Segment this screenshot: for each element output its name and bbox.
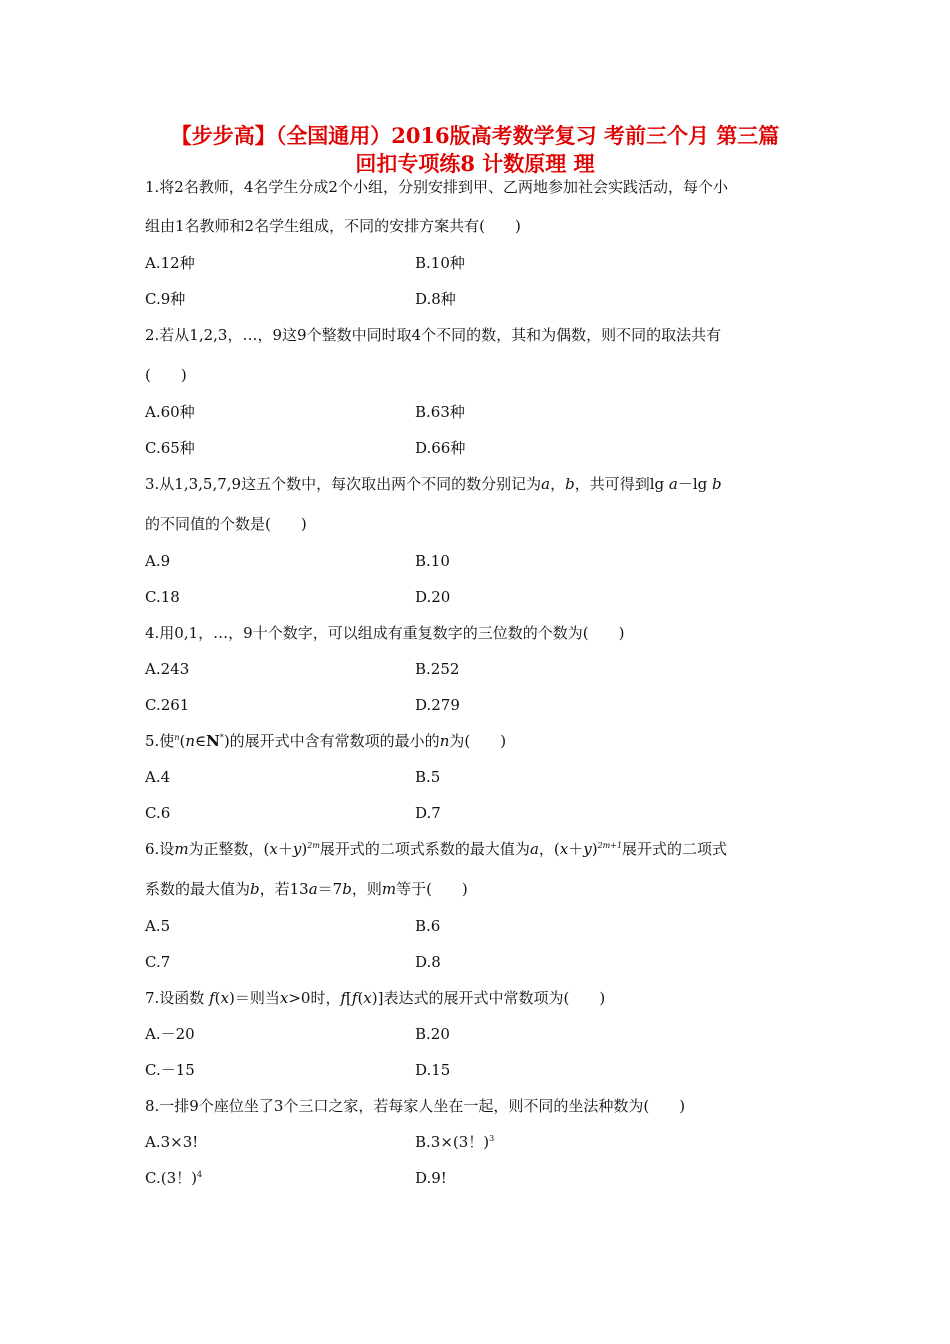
q3-text-mid: ，共可得到lg (574, 475, 669, 493)
question-3-option-c: C.18 (145, 588, 180, 606)
q3-comma: ， (550, 475, 566, 493)
document-title-line-1: 【步步高】（全国通用）2016版高考数学复习 考前三个月 第三篇 (170, 123, 780, 148)
q7-f2: f (340, 989, 347, 1007)
question-2-option-a: A.60种 (145, 403, 195, 421)
question-8-option-c (145, 1168, 202, 1188)
question-6-option-d: D.8 (415, 953, 441, 971)
q6-l2-mid: ，若13 (259, 880, 309, 898)
q6-l2-eq: ＝7 (317, 880, 343, 898)
q6-text: 6.设 (145, 840, 175, 858)
q5-text-post: 为( ) (449, 732, 507, 750)
q3-var-b2: b (711, 475, 722, 493)
q7-p3: ( (357, 989, 364, 1007)
q3-var-a2: a (668, 475, 678, 493)
q5-var-n2: n (439, 732, 450, 750)
question-1-option-a: A.12种 (145, 254, 195, 272)
question-1-option-b: B.10种 (415, 254, 465, 272)
question-6-line-1 (145, 839, 727, 859)
q6-y1: y (292, 840, 302, 858)
question-5-line-1 (145, 731, 506, 751)
q6-x2: x (559, 840, 569, 858)
question-5-option-d: D.7 (415, 804, 441, 822)
question-7-option-d: D.15 (415, 1061, 451, 1079)
q6-x1: x (269, 840, 278, 858)
q6-var-m: m (174, 840, 189, 858)
q7-b1: [ (346, 989, 352, 1007)
q5-in: ∈ (195, 732, 207, 750)
question-6-option-b: B.6 (415, 917, 441, 935)
question-3-option-b: B.10 (415, 552, 450, 570)
q6-exp1: 2m (307, 841, 320, 850)
q6-var-b2: b (342, 880, 352, 898)
q6-plus2: ＋ (568, 840, 584, 858)
question-4-option-a: A.243 (145, 660, 190, 678)
q6-var-b: b (250, 880, 260, 898)
question-1-line-1: 1.将2名教师，4名学生分成2个小组，分别安排到甲、乙两地参加社会实践活动，每个小 (145, 178, 728, 196)
question-1-option-d: D.8种 (415, 290, 456, 308)
q6-t4: 展开式的二项式 (622, 840, 728, 858)
q6-t2: 展开式的二项式系数的最大值为 (319, 840, 530, 858)
question-4-option-d: D.279 (415, 696, 460, 714)
q7-text: 7.设函数 (145, 989, 210, 1007)
question-6-option-c: C.7 (145, 953, 171, 971)
q7-t1: ＝则当 (234, 989, 280, 1007)
q6-t1: 为正整数，( (188, 840, 270, 858)
q5-sup-n: n (174, 733, 180, 742)
question-5-option-c: C.6 (145, 804, 171, 822)
q6-var-m2: m (381, 880, 397, 898)
question-4-option-b: B.252 (415, 660, 460, 678)
question-3-option-a: A.9 (145, 552, 171, 570)
q7-x2: x (279, 989, 289, 1007)
question-8-option-d: D.9! (415, 1169, 447, 1187)
q5-set-n: N (206, 732, 220, 750)
q7-f3: f (351, 989, 358, 1007)
question-6-line-2 (145, 879, 468, 899)
question-3-line-2: 的不同值的个数是( ) (145, 515, 307, 533)
q6-l2-pre: 系数的最大值为 (145, 880, 251, 898)
question-3-option-d: D.20 (415, 588, 451, 606)
q6-p1: ) (301, 840, 308, 858)
question-2-line-1: 2.若从1,2,3，…，9这9个整数中同时取4个不同的数，其和为偶数，则不同的取法共有 (145, 326, 722, 344)
document-title-line-2: 回扣专项练8 计数原理 理 (355, 151, 595, 176)
q3-var-b: b (565, 475, 575, 493)
q5-var-n: n (185, 732, 195, 750)
q6-plus1: ＋ (277, 840, 293, 858)
q5-paren: ( (179, 732, 186, 750)
question-8-line-1: 8.一排9个座位坐了3个三口之家，若每家人坐在一起，则不同的坐法种数为( ) (145, 1097, 686, 1115)
q8-b-base: B.3×(3！) (415, 1133, 490, 1151)
q6-exp2: 2m+1 (597, 841, 623, 850)
q6-y2: y (583, 840, 592, 858)
q3-var-a: a (541, 475, 551, 493)
question-8-option-a: A.3×3! (145, 1133, 199, 1151)
q8-b-exp: 3 (489, 1134, 495, 1143)
question-2-option-c: C.65种 (145, 439, 195, 457)
question-2-option-d: D.66种 (415, 439, 466, 457)
question-7-option-c: C.－15 (145, 1061, 195, 1079)
question-6-option-a: A.5 (145, 917, 171, 935)
q7-x1: x (220, 989, 229, 1007)
q3-minus: －lg (677, 475, 712, 493)
question-7-line-1 (145, 988, 605, 1008)
question-7-option-b: B.20 (415, 1025, 450, 1043)
q8-c-exp: 4 (196, 1170, 203, 1179)
q6-t3: ，( (538, 840, 560, 858)
question-2-line-2: ( ) (145, 366, 187, 384)
q7-x3: x (363, 989, 372, 1007)
q3-text: 3.从1,3,5,7,9这五个数中，每次取出两个不同的数分别记为 (145, 475, 542, 493)
q7-t2: >0时， (288, 989, 341, 1007)
question-5-option-b: B.5 (415, 768, 441, 786)
question-1-line-2: 组由1名教师和2名学生组成，不同的安排方案共有( ) (145, 217, 521, 235)
question-3-line-1 (145, 474, 722, 494)
question-2-option-b: B.63种 (415, 403, 465, 421)
question-8-option-b (415, 1132, 494, 1152)
q6-p2: ) (591, 840, 598, 858)
question-5-option-a: A.4 (145, 768, 171, 786)
q6-l2-post: 等于( ) (396, 880, 468, 898)
q7-p2: ) (228, 989, 235, 1007)
question-7-option-a: A.－20 (145, 1025, 195, 1043)
question-4-line-1: 4.用0,1，…，9十个数字，可以组成有重复数字的三位数的个数为( ) (145, 624, 625, 642)
q5-star: * (219, 733, 224, 742)
q6-var-a2: a (308, 880, 318, 898)
question-4-option-c: C.261 (145, 696, 190, 714)
q8-c-base: C.(3！) (145, 1169, 197, 1187)
question-1-option-c: C.9种 (145, 290, 186, 308)
q7-p1: ( (214, 989, 221, 1007)
q6-l2-then: ，则 (351, 880, 382, 898)
q7-p4: )]表达式的展开式中常数项为( ) (371, 989, 606, 1007)
q5-text: 5.使 (145, 732, 175, 750)
q6-var-a: a (529, 840, 539, 858)
q5-text-mid: )的展开式中含有常数项的最小的 (223, 732, 440, 750)
q7-f1: f (209, 989, 215, 1007)
